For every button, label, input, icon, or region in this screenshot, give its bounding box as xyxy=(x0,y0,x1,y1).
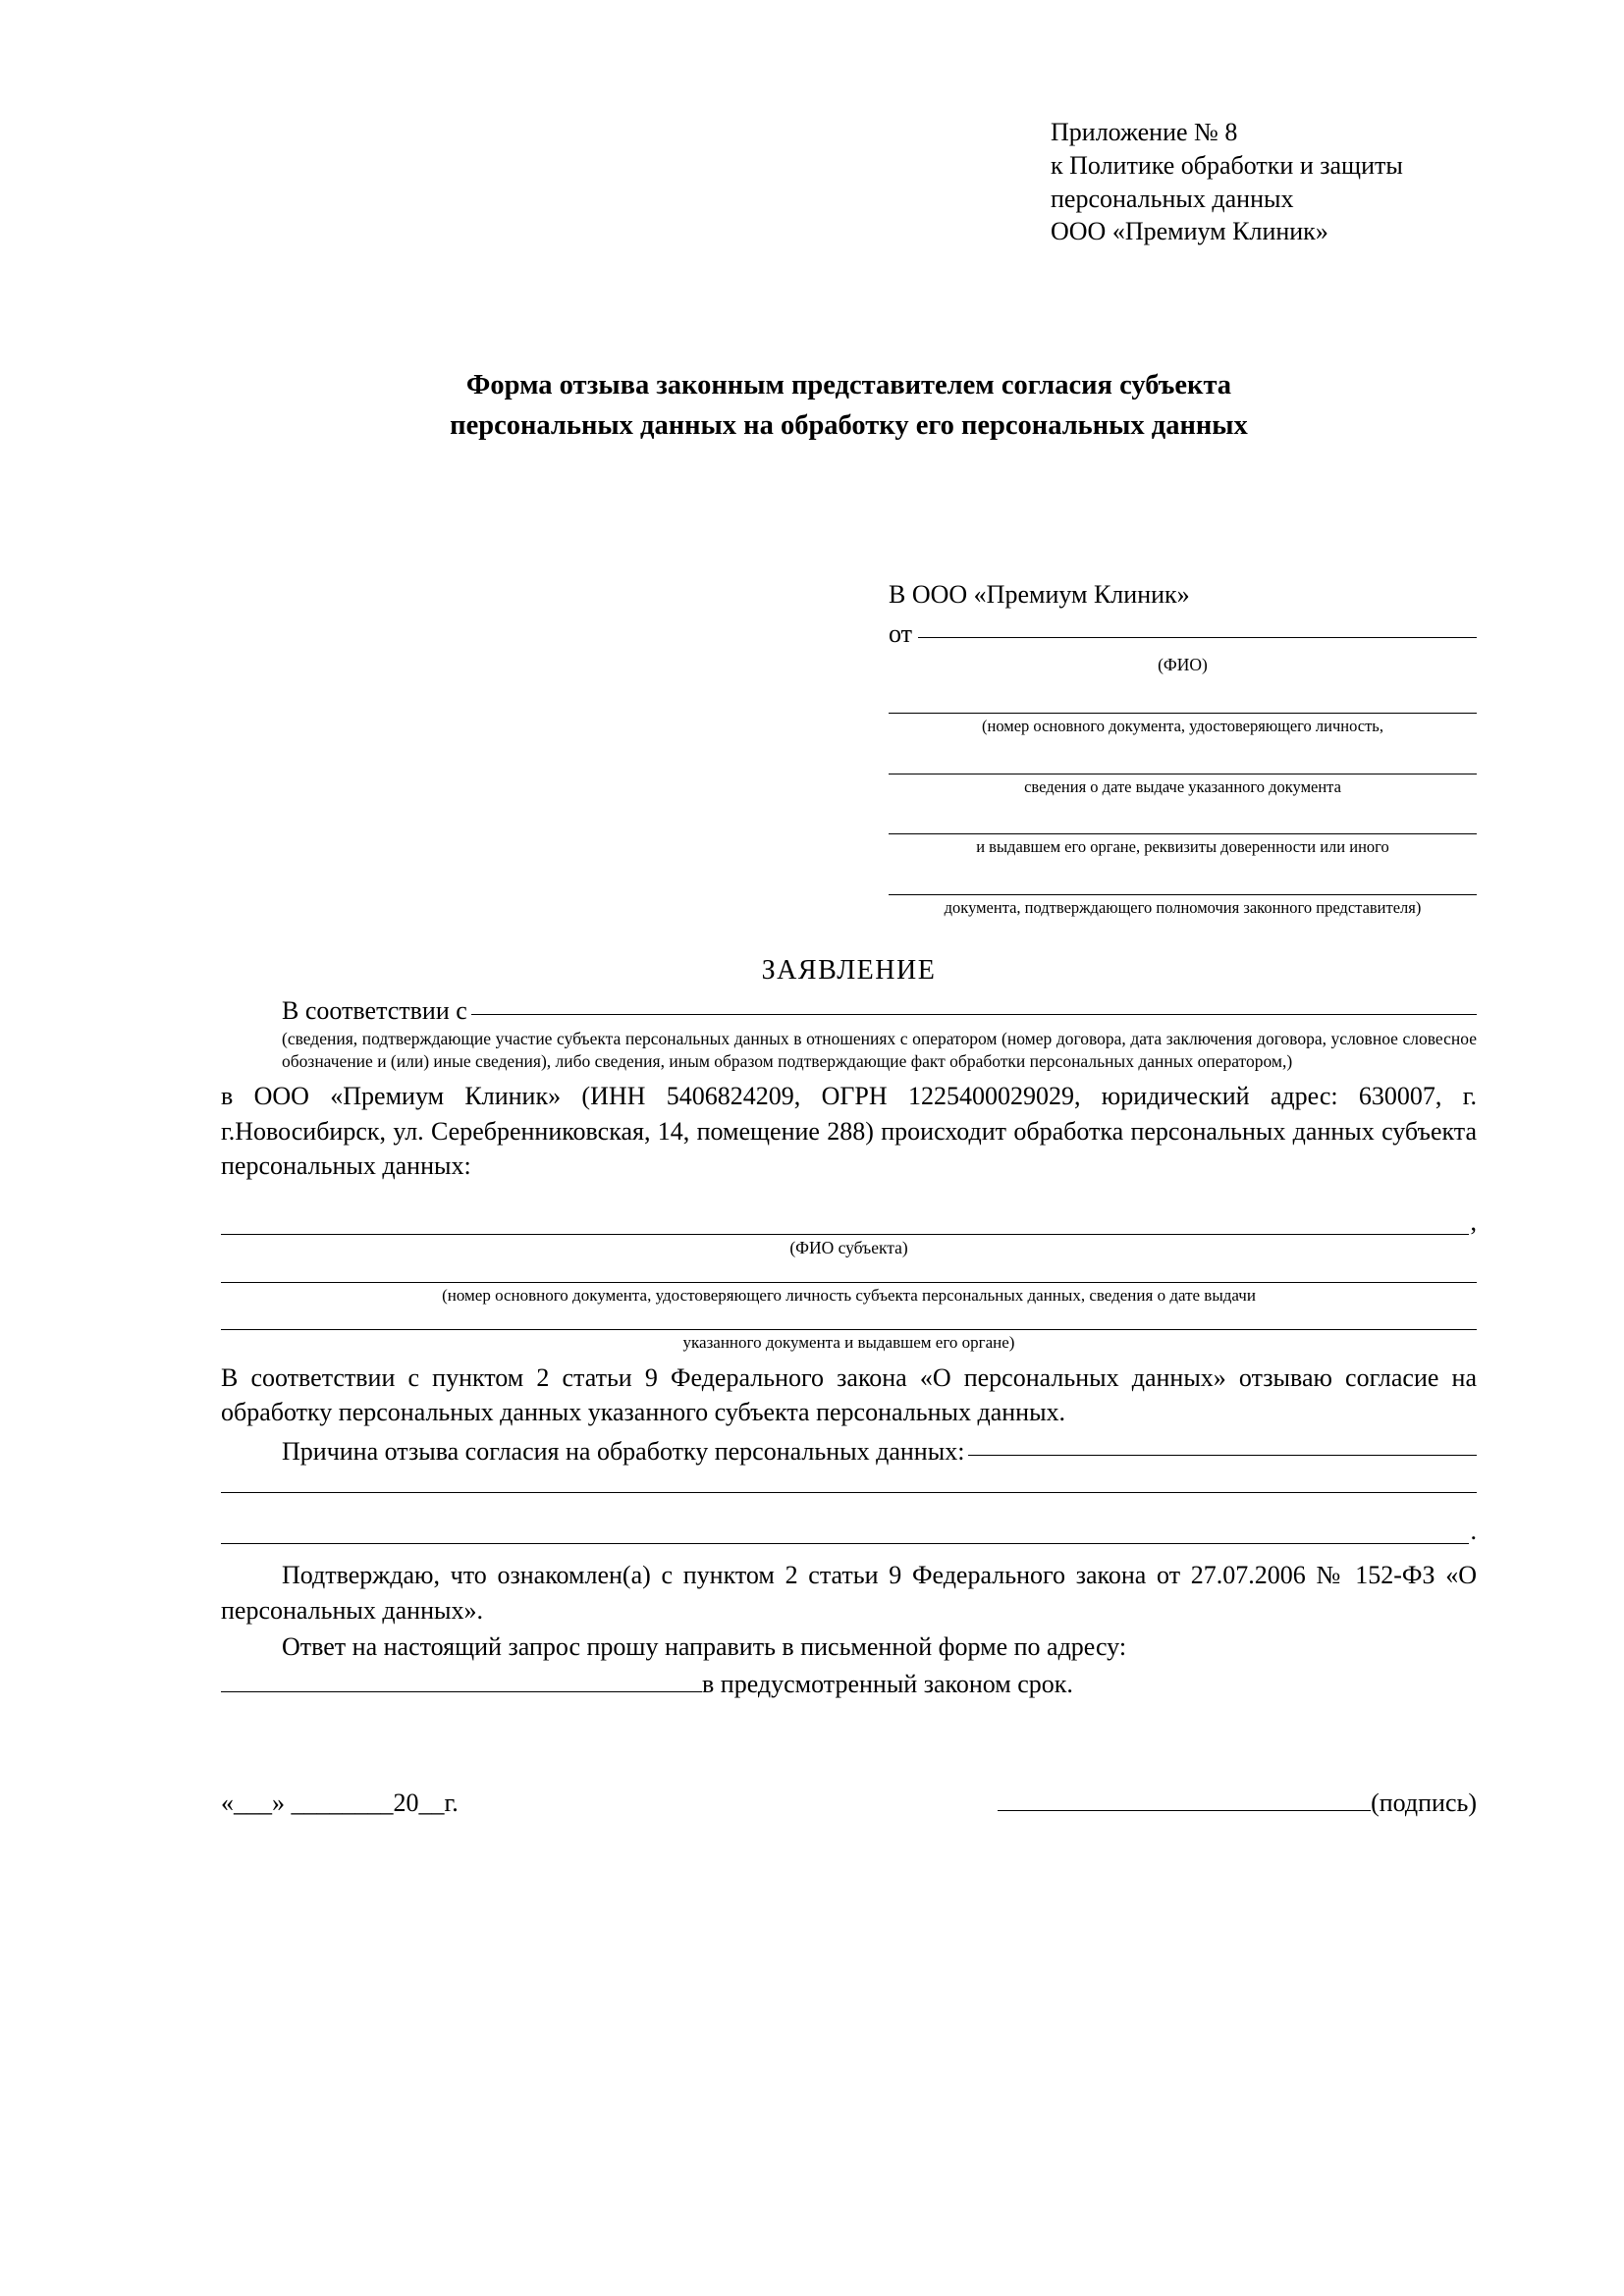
reason-row xyxy=(221,1437,1477,1467)
signature-row xyxy=(221,1787,1477,1818)
subject-fio-input-line[interactable] xyxy=(221,1234,1469,1235)
caption-subject-doc-line-1: (номер основного документа, удостоверяющего личность субъекта персональных данных, сведения о дате выдачи xyxy=(442,1285,1256,1305)
caption-subject-fio: (ФИО субъекта) xyxy=(789,1237,908,1257)
caption-subject-doc-line-2: указанного документа и выдавшем его органе) xyxy=(682,1332,1015,1352)
doc-date-input-line[interactable] xyxy=(889,748,1477,774)
appendix-header xyxy=(1051,116,1477,248)
statement-heading: ЗАЯВЛЕНИЕ xyxy=(761,954,937,986)
doc-number-input-line[interactable] xyxy=(889,687,1477,714)
reason-label: Причина отзыва согласия на обработку персональных данных: xyxy=(282,1437,965,1467)
revoke-paragraph: В соответствии с пунктом 2 статьи 9 Федерального закона «О персональных данных» отзываю согласие на обработку персональных данных указанного субъекта персональных данных. xyxy=(221,1362,1477,1426)
reason-input-line-3[interactable] xyxy=(221,1543,1469,1544)
answer-address-row xyxy=(221,1664,1477,1701)
statement-note xyxy=(221,1028,1477,1074)
page-title xyxy=(221,366,1477,446)
answer-paragraph: Ответ на настоящий запрос прошу направить в письменной форме по адресу: xyxy=(282,1631,1127,1661)
caption-doc-line-2: сведения о дате выдаче указанного документа xyxy=(1024,776,1341,796)
subject-doc-issuer-input-line[interactable] xyxy=(221,1329,1477,1330)
subject-doc-input-line[interactable] xyxy=(221,1282,1477,1283)
in-accordance-input-line[interactable] xyxy=(471,1014,1477,1015)
appendix-number: Приложение № 8 xyxy=(1051,118,1238,146)
appendix-policy-line-2: персональных данных xyxy=(1051,184,1294,213)
signature-label: (подпись) xyxy=(1371,1788,1477,1817)
answer-address-input-line[interactable] xyxy=(221,1664,702,1692)
in-accordance-label: В соответствии с xyxy=(282,995,467,1025)
page-title-line-2: персональных данных на обработку его персональных данных xyxy=(450,409,1248,441)
signature-field[interactable] xyxy=(998,1787,1477,1818)
appendix-policy-line-1: к Политике обработки и защиты xyxy=(1051,150,1403,180)
confirm-paragraph: Подтверждаю, что ознакомлен(а) с пунктом 2 статьи 9 Федерального закона от 27.07.2006 № 152-ФЗ «О персональных данных». xyxy=(221,1561,1477,1625)
operator-paragraph: в ООО «Премиум Клиник» (ИНН 5406824209, ОГРН 1225400029029, юридический адрес: 630007, г. г.Новосибирск, ул. Серебренниковская, 14, помещение 288) происходит обработка персональных данных субъекта персональных данных: xyxy=(221,1082,1477,1181)
caption-fio: (ФИО) xyxy=(1158,654,1208,674)
addressee-organization: В ООО «Премиум Клиник» xyxy=(889,580,1190,610)
doc-authority-input-line[interactable] xyxy=(889,869,1477,895)
subject-fio-row xyxy=(221,1206,1477,1236)
page-title-line-1: Форма отзыва законным представителем согласия субъекта xyxy=(465,370,1232,401)
period-after-reason: . xyxy=(1470,1517,1477,1546)
answer-tail-text: в предусмотренный законом срок. xyxy=(702,1670,1073,1699)
doc-issuer-input-line[interactable] xyxy=(889,808,1477,834)
appendix-company: ООО «Премиум Клиник» xyxy=(1051,217,1328,246)
signature-input-line[interactable] xyxy=(998,1787,1371,1811)
addressee-block xyxy=(889,578,1477,918)
addressee-from-row xyxy=(889,617,1477,651)
statement-note-text: (сведения, подтверждающие участие субъекта персональных данных в отношениях с оператором (номер договора, дата заключения договора, условное словесное обозначение и (или) иные сведения), либо сведения, иным образом подтверждающие факт обработки персональных данных оператором,) xyxy=(282,1028,1477,1072)
reason-row-3 xyxy=(221,1519,1477,1544)
caption-doc-line-1: (номер основного документа, удостоверяющего личность, xyxy=(982,716,1383,735)
in-accordance-row xyxy=(221,996,1477,1026)
date-field[interactable]: «___» ________20__г. xyxy=(221,1788,459,1817)
reason-input-line-1[interactable] xyxy=(968,1455,1477,1456)
caption-doc-line-3: и выдавшем его органе, реквизиты доверенности или иного xyxy=(976,837,1389,857)
from-fio-input-line[interactable] xyxy=(918,637,1477,638)
caption-doc-line-4: документа, подтверждающего полномочия законного представителя) xyxy=(944,898,1422,918)
comma-after-subject-fio: , xyxy=(1470,1206,1477,1236)
reason-input-line-2[interactable] xyxy=(221,1492,1477,1493)
from-label: от xyxy=(889,619,913,649)
